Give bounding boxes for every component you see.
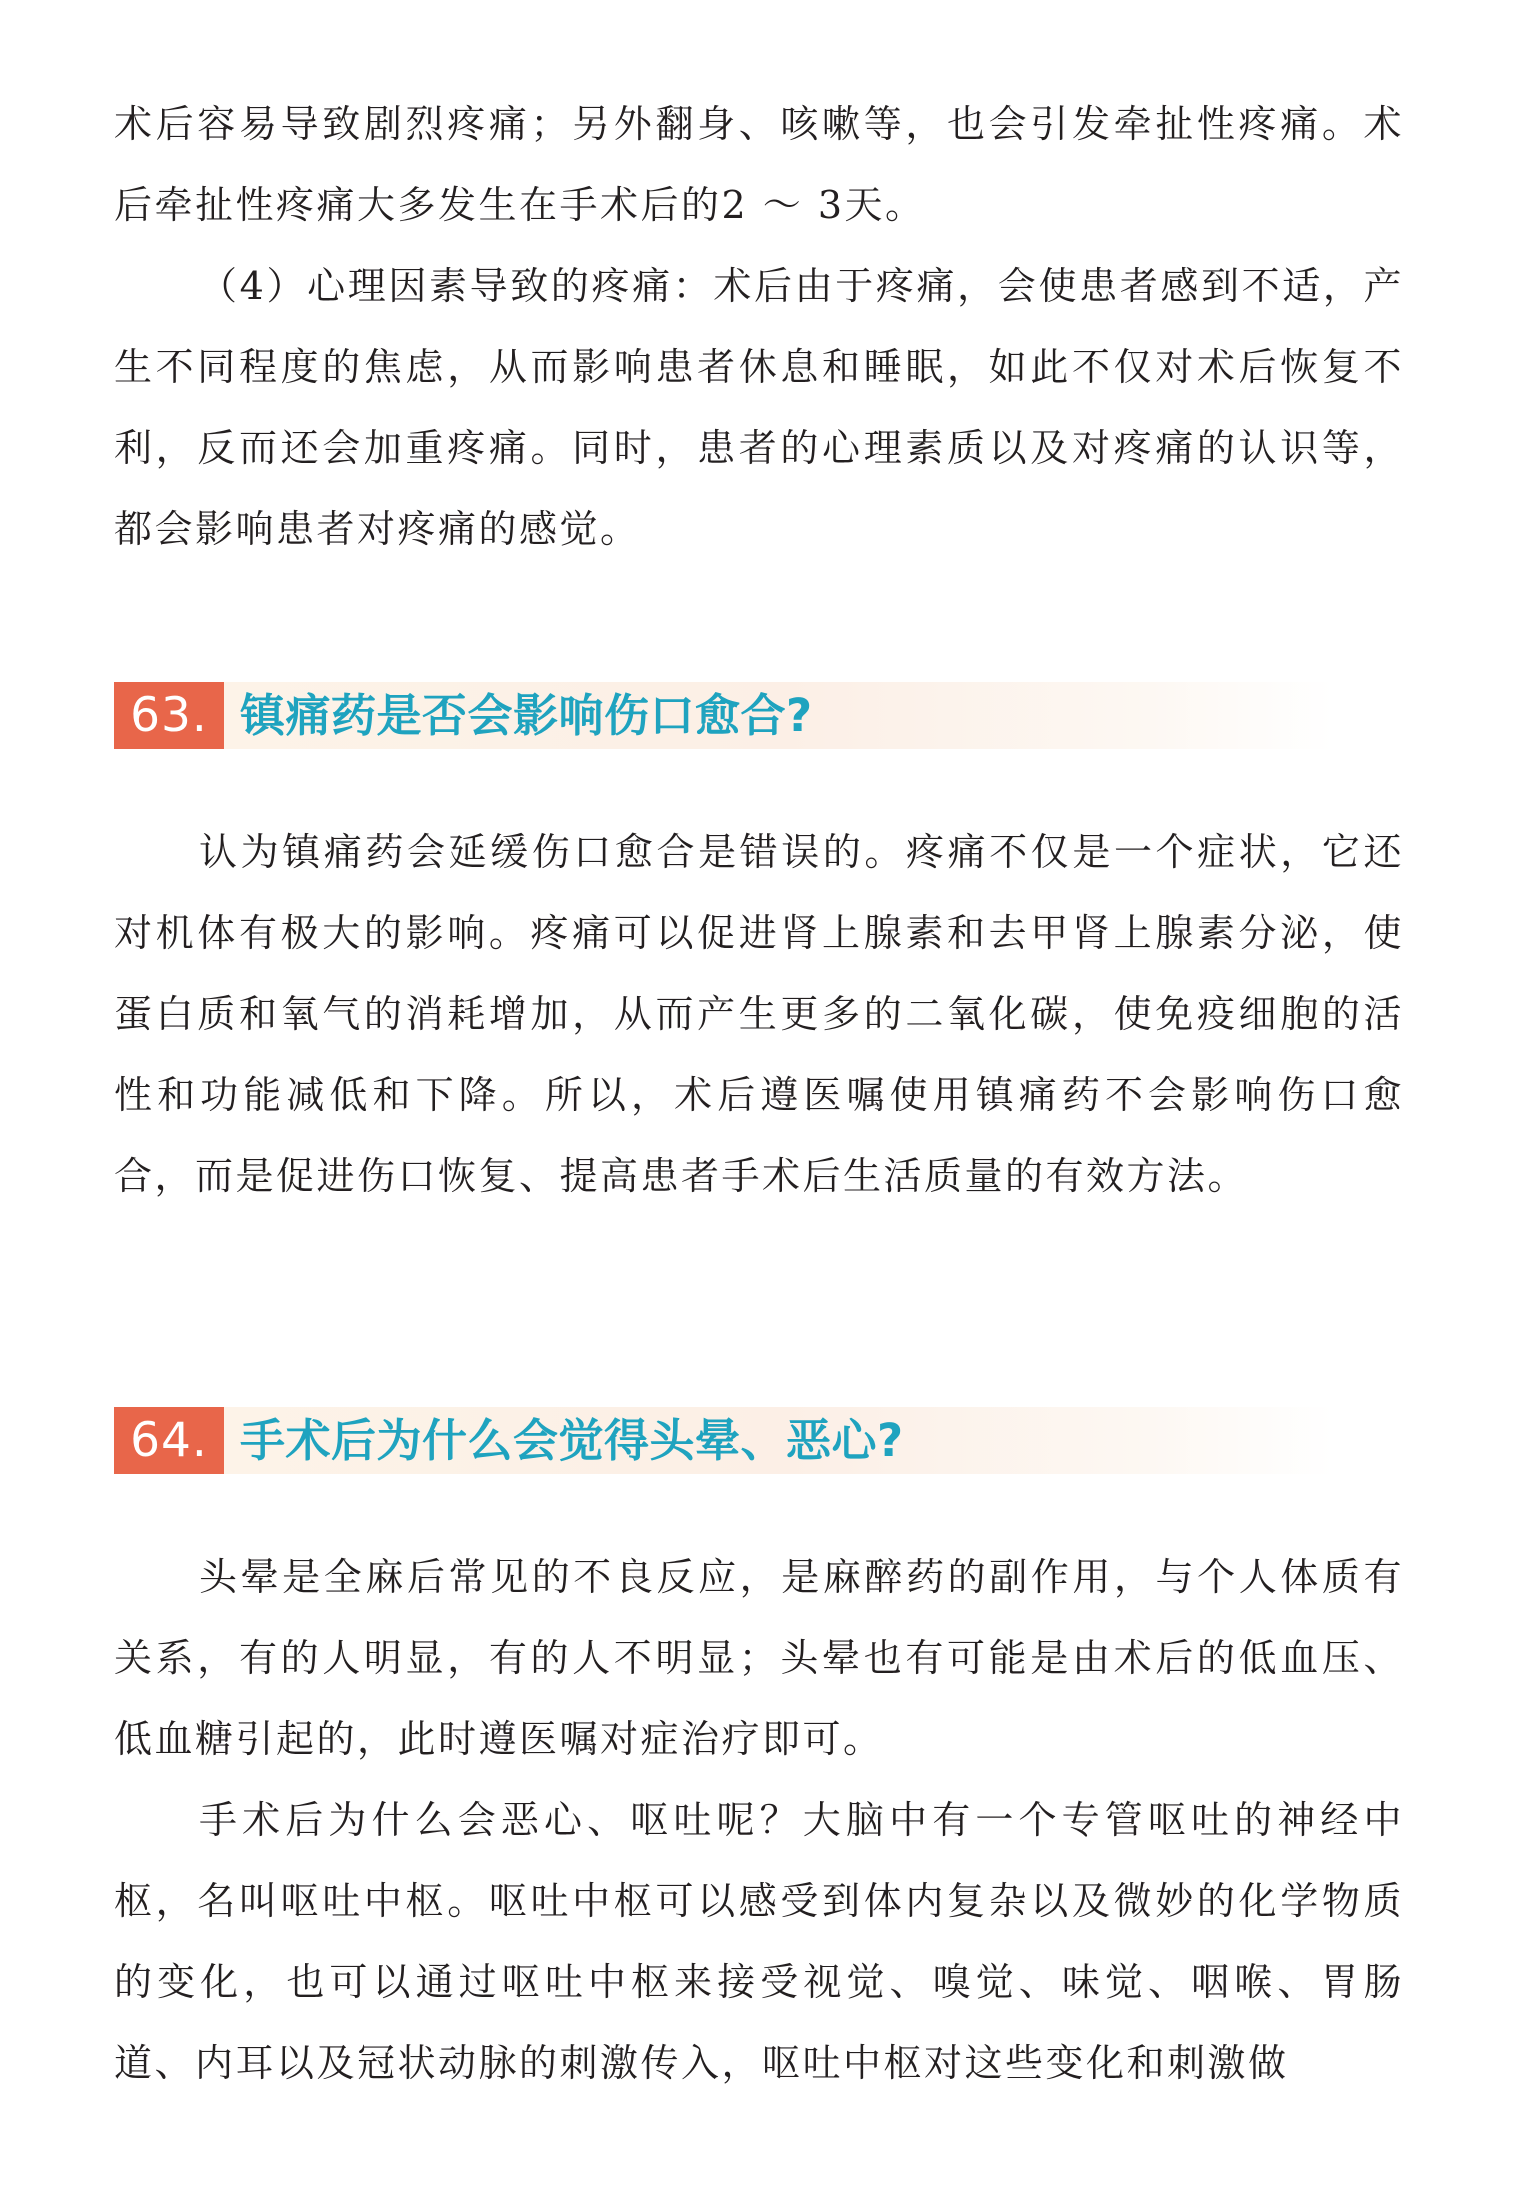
paragraph-continued: 术后容易导致剧烈疼痛；另外翻身、咳嗽等，也会引发牵扯性疼痛。术后牵扯性疼痛大多发生在手术后的2 ～ 3天。 <box>114 102 1404 227</box>
section-64-number-badge: 64. <box>114 1407 224 1474</box>
paragraph-psychological-pain: （4）心理因素导致的疼痛：术后由于疼痛，会使患者感到不适，产生不同程度的焦虑，从而影响患者休息和睡眠，如此不仅对术后恢复不利，反而还会加重疼痛。同时，患者的心理素质以及对疼痛的认识等，都会影响患者对疼痛的感觉。 <box>114 264 1404 551</box>
section-64-paragraph-nausea: 手术后为什么会恶心、呕吐呢？大脑中有一个专管呕吐的神经中枢，名叫呕吐中枢。呕吐中枢可以感受到体内复杂以及微妙的化学物质的变化，也可以通过呕吐中枢来接受视觉、嗅觉、味觉、咽喉、胃肠道、内耳以及冠状动脉的刺激传入，呕吐中枢对这些变化和刺激做 <box>114 1798 1404 2085</box>
section-64-paragraph-dizziness: 头晕是全麻后常见的不良反应，是麻醉药的副作用，与个人体质有关系，有的人明显，有的人不明显；头晕也有可能是由术后的低血压、低血糖引起的，此时遵医嘱对症治疗即可。 <box>114 1555 1404 1761</box>
section-63-title: 镇痛药是否会影响伤口愈合? <box>240 689 813 742</box>
section-63-number-badge: 63. <box>114 682 224 749</box>
section-63-paragraph: 认为镇痛药会延缓伤口愈合是错误的。疼痛不仅是一个症状，它还对机体有极大的影响。疼痛可以促进肾上腺素和去甲肾上腺素分泌，使蛋白质和氧气的消耗增加，从而产生更多的二氧化碳，使免疫细胞的活性和功能减低和下降。所以，术后遵医嘱使用镇痛药不会影响伤口愈合，而是促进伤口恢复、提高患者手术后生活质量的有效方法。 <box>114 830 1404 1198</box>
section-63-header <box>114 682 1334 749</box>
section-64-title: 手术后为什么会觉得头晕、恶心? <box>240 1414 904 1467</box>
section-64-header <box>114 1407 1334 1474</box>
